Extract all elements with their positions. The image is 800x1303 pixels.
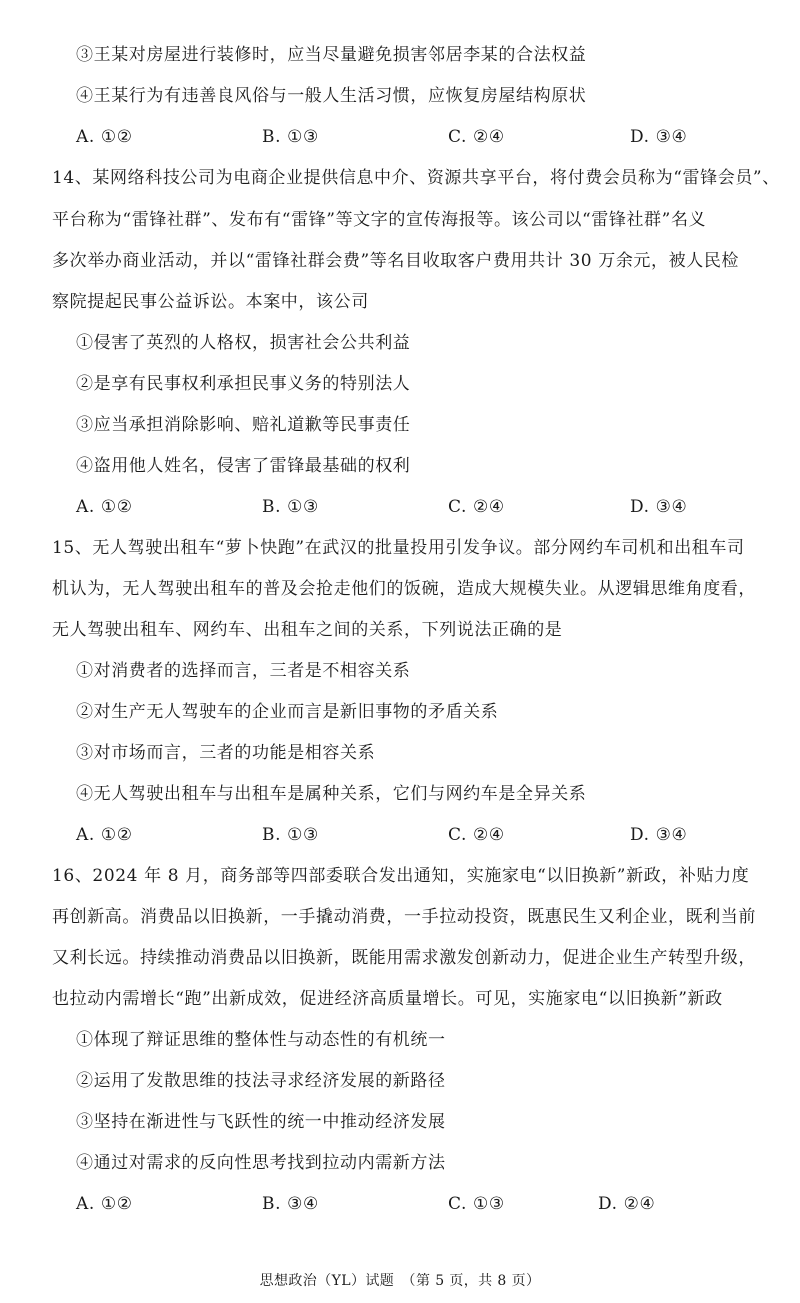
- q13-choices: [76, 126, 766, 148]
- q16-choice-b: B. ③④: [262, 1194, 319, 1214]
- q14-choice-d: D. ③④: [630, 497, 688, 517]
- q13-choice-c: C. ②④: [448, 127, 505, 147]
- q14-option-4: ④盗用他人姓名，侵害了雷锋最基础的权利: [76, 456, 411, 476]
- q14-choice-c: C. ②④: [448, 497, 505, 517]
- q16-choice-d: D. ②④: [598, 1194, 656, 1214]
- q14-stem-line-3: 多次举办商业活动，并以“雷锋社群会费”等名目收取客户费用共计 30 万余元，被人民检: [52, 251, 740, 271]
- q15-choices: [76, 824, 766, 846]
- q16-stem-line-4: 也拉动内需增长“跑”出新成效，促进经济高质量增长。可见，实施家电“以旧换新”新政: [52, 989, 723, 1009]
- q16-stem-line-2: 再创新高。消费品以旧换新，一手撬动消费，一手拉动投资，既惠民生又利企业，既利当前: [52, 907, 756, 927]
- q16-choice-a: A. ①②: [76, 1194, 133, 1214]
- q14-choice-a: A. ①②: [76, 497, 133, 517]
- q13-option-3: ③王某对房屋进行装修时，应当尽量避免损害邻居李某的合法权益: [76, 45, 587, 65]
- q13-choice-a: A. ①②: [76, 127, 133, 147]
- q14-stem-line-4: 察院提起民事公益诉讼。本案中，该公司: [52, 292, 369, 312]
- q16-stem-line-1: 16、2024 年 8 月，商务部等四部委联合发出通知，实施家电“以旧换新”新政，补贴力度: [52, 866, 750, 886]
- q16-stem-line-3: 又利长远。持续推动消费品以旧换新，既能用需求激发创新动力，促进企业生产转型升级，: [52, 948, 756, 968]
- q15-stem-line-3: 无人驾驶出租车、网约车、出租车之间的关系，下列说法正确的是: [52, 620, 563, 640]
- q15-choice-a: A. ①②: [76, 825, 133, 845]
- q15-choice-b: B. ①③: [262, 825, 319, 845]
- q13-choice-d: D. ③④: [630, 127, 688, 147]
- q16-choices: [76, 1193, 766, 1215]
- q15-option-3: ③对市场而言，三者的功能是相容关系: [76, 743, 376, 763]
- q16-option-3: ③坚持在渐进性与飞跃性的统一中推动经济发展: [76, 1112, 446, 1132]
- q15-option-1: ①对消费者的选择而言，三者是不相容关系: [76, 661, 411, 681]
- q14-stem-line-2: 平台称为“雷锋社群”、发布有“雷锋”等文字的宣传海报等。该公司以“雷锋社群”名义: [52, 210, 707, 230]
- q15-option-2: ②对生产无人驾驶车的企业而言是新旧事物的矛盾关系: [76, 702, 499, 722]
- q15-option-4: ④无人驾驶出租车与出租车是属种关系，它们与网约车是全异关系: [76, 784, 587, 804]
- q14-option-2: ②是享有民事权利承担民事义务的特别法人: [76, 374, 411, 394]
- q13-option-4: ④王某行为有违善良风俗与一般人生活习惯，应恢复房屋结构原状: [76, 86, 587, 106]
- q14-choices: [76, 496, 766, 518]
- q14-option-3: ③应当承担消除影响、赔礼道歉等民事责任: [76, 415, 411, 435]
- q14-option-1: ①侵害了英烈的人格权，损害社会公共利益: [76, 333, 411, 353]
- q15-stem-line-2: 机认为，无人驾驶出租车的普及会抢走他们的饭碗，造成大规模失业。从逻辑思维角度看，: [52, 579, 756, 599]
- page-footer: 思想政治（YL）试题 （第 5 页，共 8 页）: [259, 1273, 541, 1289]
- q15-choice-c: C. ②④: [448, 825, 505, 845]
- q16-option-1: ①体现了辩证思维的整体性与动态性的有机统一: [76, 1030, 446, 1050]
- q16-choice-c: C. ①③: [448, 1194, 505, 1214]
- q15-stem-line-1: 15、无人驾驶出租车“萝卜快跑”在武汉的批量投用引发争议。部分网约车司机和出租车司: [52, 538, 745, 558]
- q14-stem-line-1: 14、某网络科技公司为电商企业提供信息中介、资源共享平台，将付费会员称为“雷锋会员”、: [52, 168, 780, 188]
- q16-option-2: ②运用了发散思维的技法寻求经济发展的新路径: [76, 1071, 446, 1091]
- q14-choice-b: B. ①③: [262, 497, 319, 517]
- q15-choice-d: D. ③④: [630, 825, 688, 845]
- q16-option-4: ④通过对需求的反向性思考找到拉动内需新方法: [76, 1153, 446, 1173]
- q13-choice-b: B. ①③: [262, 127, 319, 147]
